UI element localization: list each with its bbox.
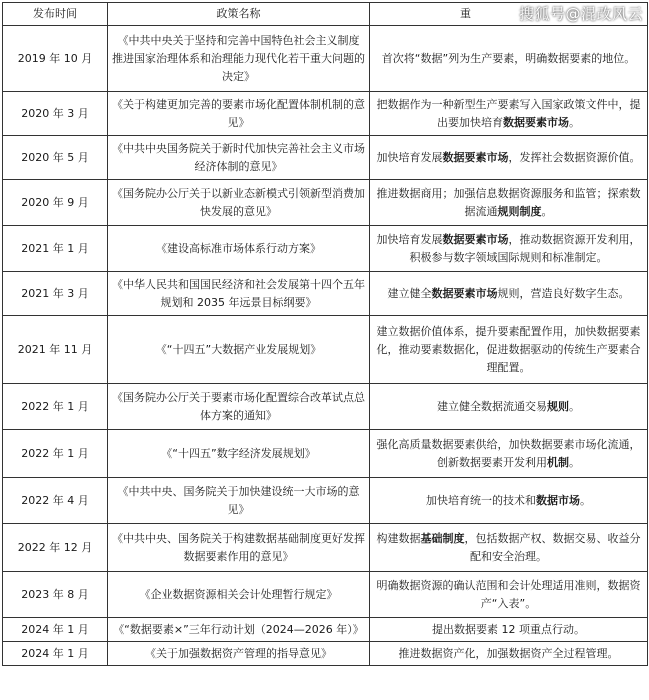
cell-date: 2022 年 1 月 bbox=[3, 384, 108, 430]
cell-policy-name: 《国务院办公厅关于要素市场化配置综合改革试点总体方案的通知》 bbox=[108, 384, 370, 430]
emphasis-text: ，包括数据产权、数据交易、收益分配和安全治理。 bbox=[464, 531, 641, 563]
cell-date: 2021 年 1 月 bbox=[3, 226, 108, 272]
table-row bbox=[3, 430, 648, 478]
cell-date: 2021 年 11 月 bbox=[3, 316, 108, 384]
cell-date: 2020 年 5 月 bbox=[3, 136, 108, 180]
cell-policy-name: 《中共中央、国务院关于构建数据基础制度更好发挥数据要素作用的意见》 bbox=[108, 524, 370, 572]
cell-emphasis bbox=[370, 572, 648, 618]
emphasis-text: ，推动数据资源开发利用，积极参与数字领域国际规则和标准制定。 bbox=[409, 232, 641, 264]
cell-emphasis bbox=[370, 136, 648, 180]
cell-emphasis bbox=[370, 642, 648, 666]
emphasis-bold-text: 规则制度 bbox=[497, 204, 542, 218]
table-row bbox=[3, 226, 648, 272]
emphasis-text: ，发挥社会数据资源价值。 bbox=[508, 150, 641, 164]
emphasis-text: 强化高质量数据要素供给，加快数据要素市场化流通，创新数据要素开发利用 bbox=[376, 437, 641, 469]
emphasis-text: 推进数据资产化，加强数据资产全过程管理。 bbox=[398, 646, 619, 660]
emphasis-text: 规则，营造良好数字生态。 bbox=[497, 286, 630, 300]
cell-policy-name: 《建设高标准市场体系行动方案》 bbox=[108, 226, 370, 272]
table-row bbox=[3, 92, 648, 136]
table-body bbox=[3, 26, 648, 666]
table-row bbox=[3, 618, 648, 642]
emphasis-text: 建立数据价值体系，提升要素配置作用，加快数据要素化，推动要素数据化，促进数据驱动的传统生产要素合理配置。 bbox=[376, 324, 641, 374]
cell-policy-name: 《“数据要素×”三年行动计划（2024—2026 年）》 bbox=[108, 618, 370, 642]
cell-policy-name: 《中华人民共和国国民经济和社会发展第十四个五年规划和 2035 年远景目标纲要》 bbox=[108, 272, 370, 316]
cell-date: 2024 年 1 月 bbox=[3, 618, 108, 642]
cell-date: 2021 年 3 月 bbox=[3, 272, 108, 316]
table-row bbox=[3, 272, 648, 316]
emphasis-text: 建立健全 bbox=[387, 286, 432, 300]
cell-policy-name: 《中共中央关于坚持和完善中国特色社会主义制度 推进国家治理体系和治理能力现代化若干重大问题的决定》 bbox=[108, 26, 370, 92]
header-emphasis-label: 重 bbox=[460, 7, 471, 20]
emphasis-bold-text: 数据要素市场 bbox=[442, 150, 509, 164]
cell-policy-name: 《中共中央、国务院关于加快建设统一大市场的意见》 bbox=[108, 478, 370, 524]
emphasis-text: 首次将“数据”列为生产要素，明确数据要素的地位。 bbox=[381, 51, 636, 65]
cell-policy-name: 《“十四五”大数据产业发展规划》 bbox=[108, 316, 370, 384]
emphasis-text: 。 bbox=[569, 399, 580, 413]
cell-emphasis bbox=[370, 430, 648, 478]
emphasis-bold-text: 数据要素市场 bbox=[503, 115, 569, 129]
emphasis-text: 。 bbox=[541, 204, 553, 218]
table-row bbox=[3, 316, 648, 384]
table-row bbox=[3, 642, 648, 666]
emphasis-bold-text: 数据要素市场 bbox=[442, 232, 509, 246]
table-row bbox=[3, 136, 648, 180]
cell-date: 2023 年 8 月 bbox=[3, 572, 108, 618]
emphasis-text: 建立健全数据流通交易 bbox=[437, 399, 547, 413]
header-name: 政策名称 bbox=[108, 3, 370, 26]
table-row bbox=[3, 384, 648, 430]
cell-emphasis bbox=[370, 524, 648, 572]
cell-date: 2020 年 9 月 bbox=[3, 180, 108, 226]
cell-emphasis bbox=[370, 180, 648, 226]
cell-policy-name: 《国务院办公厅关于以新业态新模式引领新型消费加快发展的意见》 bbox=[108, 180, 370, 226]
emphasis-text: 。 bbox=[569, 455, 580, 469]
cell-emphasis bbox=[370, 478, 648, 524]
emphasis-text: 提出数据要素 12 项重点行动。 bbox=[432, 622, 585, 636]
cell-date: 2024 年 1 月 bbox=[3, 642, 108, 666]
cell-date: 2022 年 12 月 bbox=[3, 524, 108, 572]
cell-policy-name: 《“十四五”数字经济发展规划》 bbox=[108, 430, 370, 478]
cell-emphasis bbox=[370, 316, 648, 384]
cell-emphasis bbox=[370, 618, 648, 642]
cell-policy-name: 《中共中央国务院关于新时代加快完善社会主义市场经济体制的意见》 bbox=[108, 136, 370, 180]
cell-policy-name: 《企业数据资源相关会计处理暂行规定》 bbox=[108, 572, 370, 618]
table-row bbox=[3, 572, 648, 618]
cell-policy-name: 《关于加强数据资产管理的指导意见》 bbox=[108, 642, 370, 666]
cell-date: 2022 年 4 月 bbox=[3, 478, 108, 524]
cell-emphasis bbox=[370, 226, 648, 272]
cell-emphasis bbox=[370, 272, 648, 316]
cell-emphasis bbox=[370, 92, 648, 136]
cell-emphasis bbox=[370, 384, 648, 430]
cell-date: 2019 年 10 月 bbox=[3, 26, 108, 92]
table-row bbox=[3, 524, 648, 572]
table-row bbox=[3, 478, 648, 524]
cell-date: 2022 年 1 月 bbox=[3, 430, 108, 478]
table-row bbox=[3, 26, 648, 92]
policy-table bbox=[2, 2, 648, 666]
emphasis-bold-text: 机制 bbox=[547, 455, 569, 469]
header-date: 发布时间 bbox=[3, 3, 108, 26]
emphasis-text: 构建数据 bbox=[376, 531, 421, 545]
emphasis-bold-text: 数据市场 bbox=[536, 493, 580, 507]
emphasis-bold-text: 规则 bbox=[547, 399, 569, 413]
emphasis-text: 加快培育统一的技术和 bbox=[426, 493, 536, 507]
table-row bbox=[3, 180, 648, 226]
emphasis-bold-text: 基础制度 bbox=[420, 531, 465, 545]
emphasis-text: 把数据作为一种新型生产要素写入国家政策文件中，提出要加快培育 bbox=[376, 97, 641, 129]
cell-date: 2020 年 3 月 bbox=[3, 92, 108, 136]
cell-emphasis bbox=[370, 26, 648, 92]
emphasis-text: 明确数据资源的确认范围和会计处理适用准则，数据资产“入表”。 bbox=[376, 578, 641, 610]
emphasis-text: 加快培育发展 bbox=[376, 150, 443, 164]
cell-policy-name: 《关于构建更加完善的要素市场化配置体制机制的意见》 bbox=[108, 92, 370, 136]
emphasis-text: 。 bbox=[569, 115, 580, 129]
emphasis-text: 推进数据商用；加强信息数据资源服务和监管；探索数据流通 bbox=[376, 186, 641, 218]
emphasis-text: 加快培育发展 bbox=[376, 232, 443, 246]
emphasis-bold-text: 数据要素市场 bbox=[431, 286, 498, 300]
emphasis-text: 。 bbox=[580, 493, 591, 507]
watermark: 搜狐号@混改风云 bbox=[518, 5, 643, 23]
